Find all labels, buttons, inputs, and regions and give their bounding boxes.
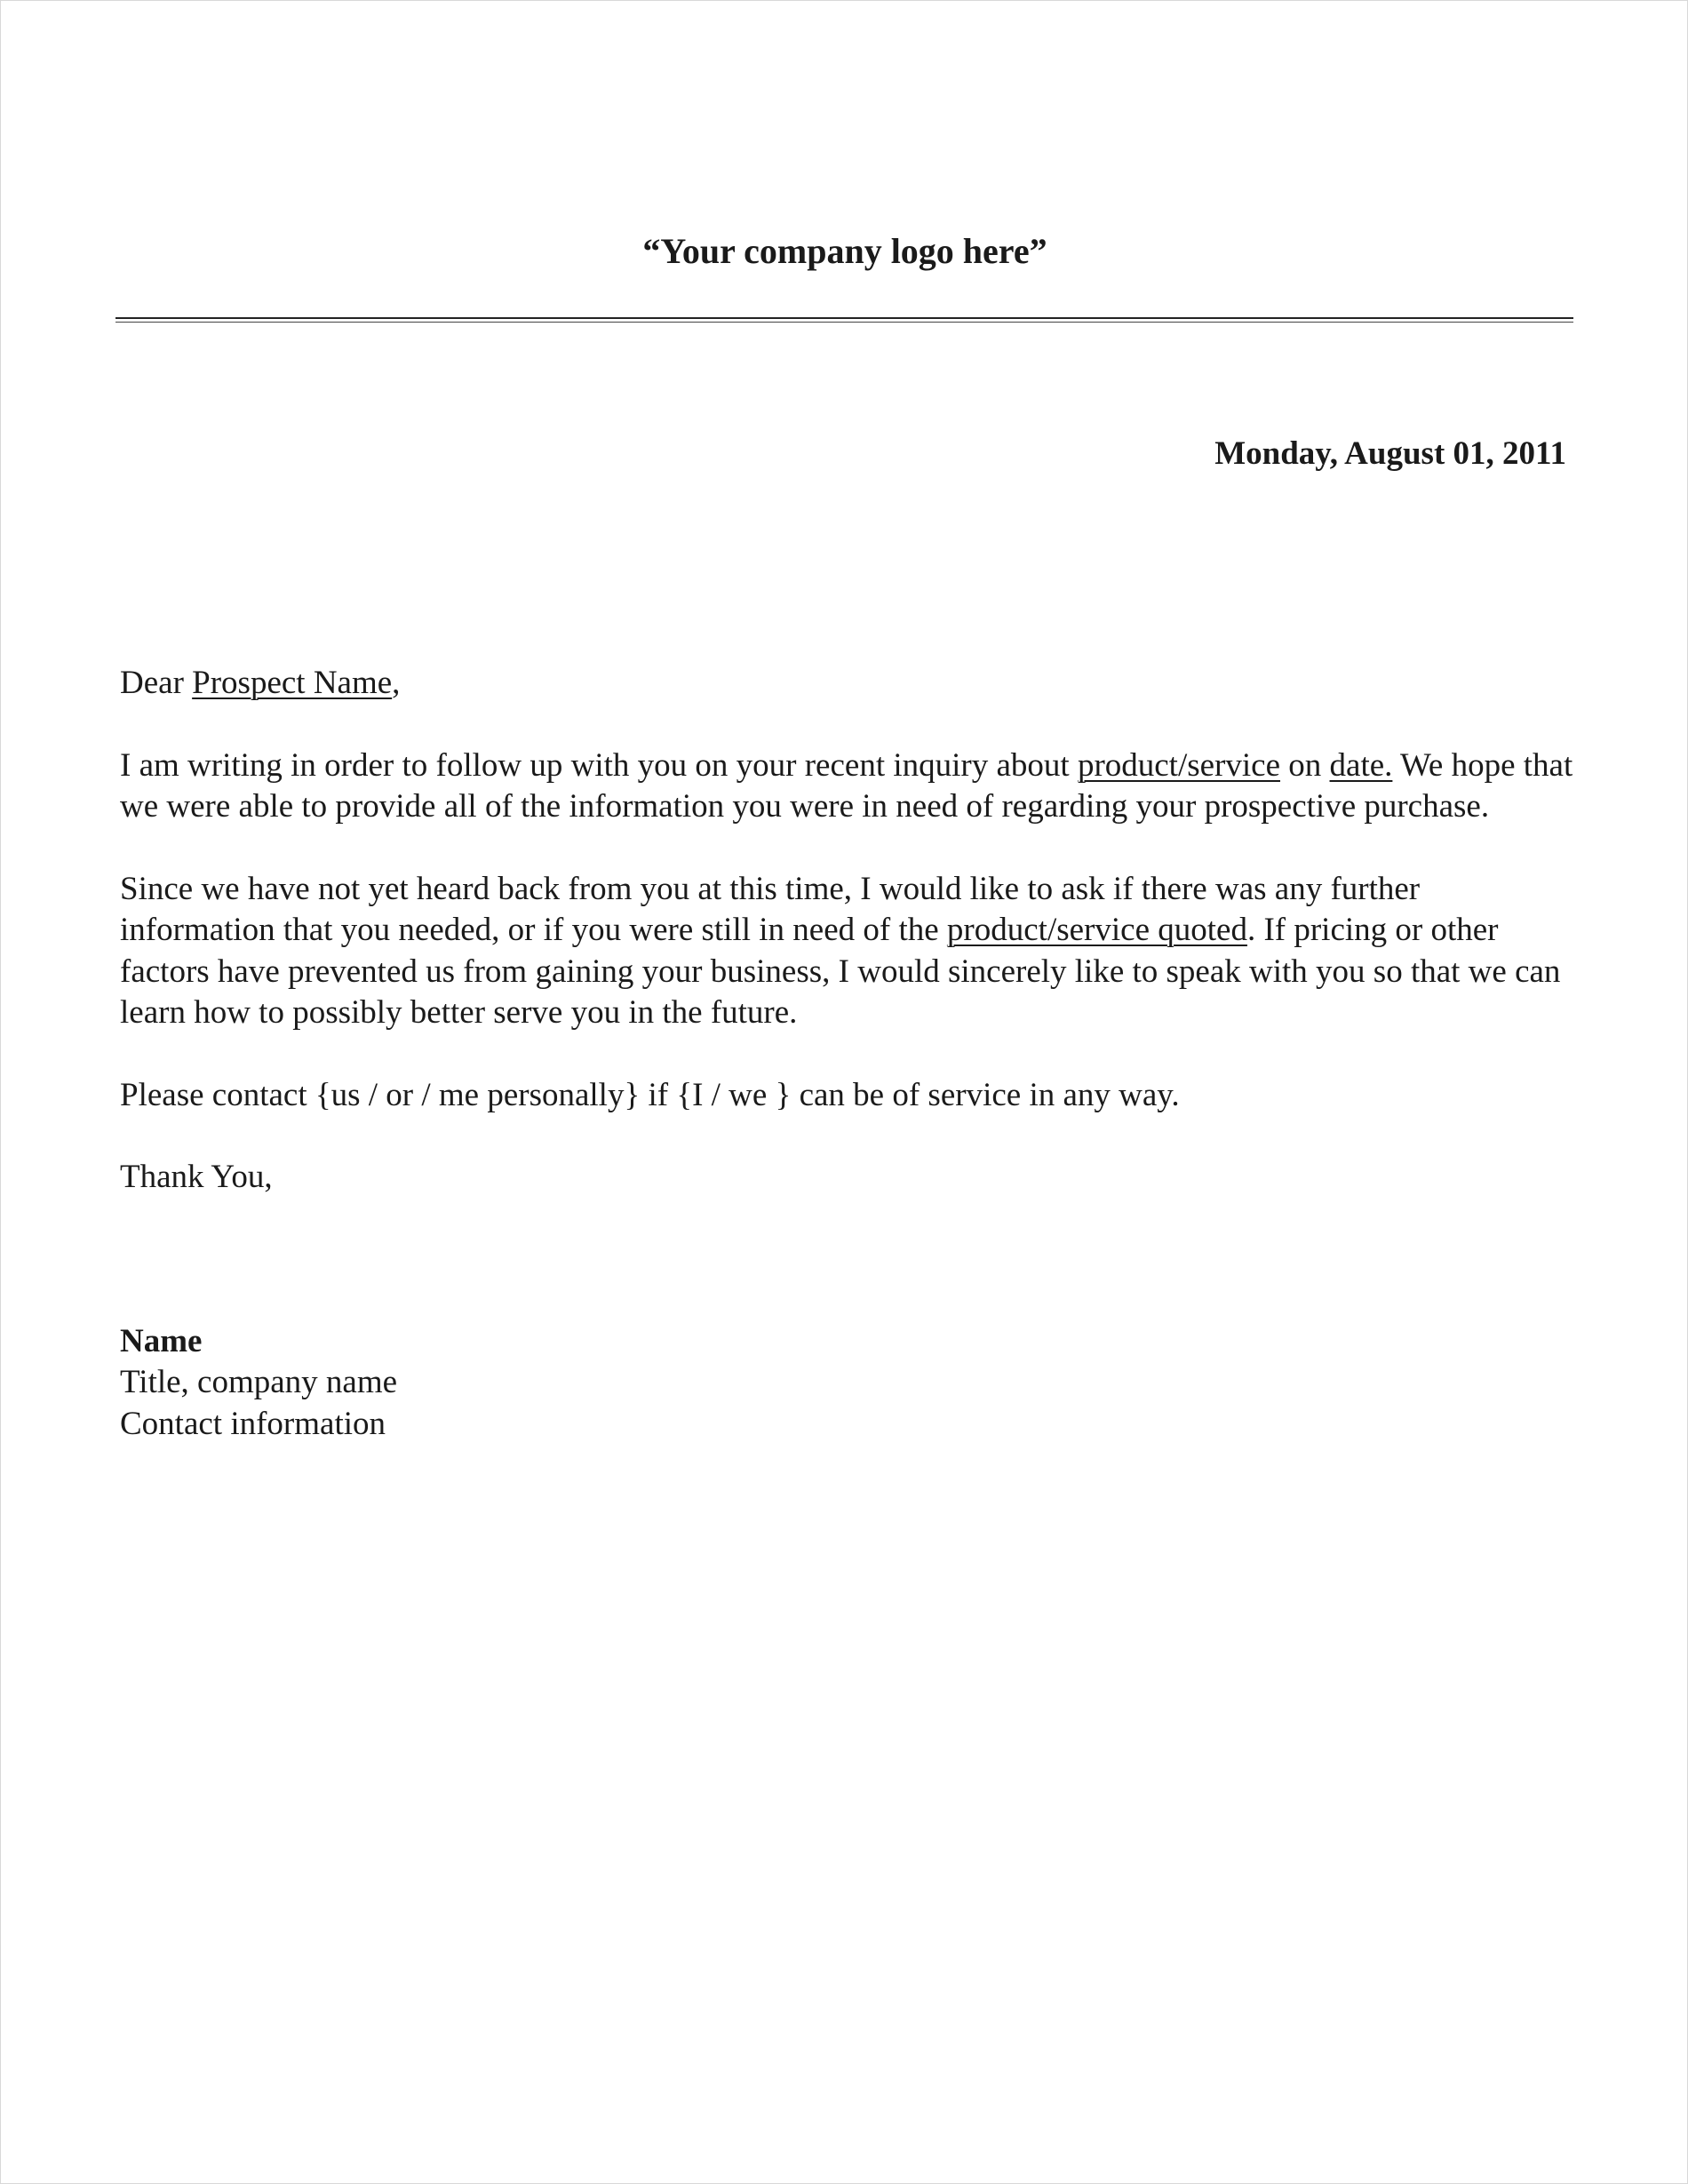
- paragraph-follow-up: [120, 745, 1577, 828]
- closing: Thank You,: [120, 1159, 273, 1195]
- paragraph1-text-c: We hope that we were able to provide all of the information you were in need of regarding your prospective purchase.: [120, 746, 1573, 825]
- letter-date: Monday, August 01, 2011: [1214, 435, 1566, 472]
- header-rule-secondary: [115, 322, 1573, 323]
- company-logo-placeholder: “Your company logo here”: [642, 231, 1047, 271]
- paragraph2-text-a: Since we have not yet heard back from you at this time, I would like to ask if there was any further information that you needed, or if you were still in need of the: [120, 870, 1421, 948]
- salutation: [120, 663, 1577, 705]
- product-service-placeholder: product/service: [1077, 746, 1281, 784]
- signature-contact: Contact information: [120, 1405, 386, 1442]
- paragraph1-text-a: I am writing in order to follow up with you on your recent inquiry about: [120, 746, 1078, 784]
- salutation-suffix: ,: [392, 665, 401, 701]
- paragraph-inquiry: [120, 869, 1577, 1034]
- paragraph2-text-b: . If pricing or other factors have prevented us from gaining your business, I would sincerely like to speak with you so that we can learn how to possibly better serve you in the future.: [120, 912, 1561, 1031]
- date-placeholder: date.: [1329, 746, 1393, 784]
- letter-body: [120, 663, 1577, 1445]
- header-rule: [115, 317, 1573, 319]
- product-service-quoted-placeholder: product/service quoted: [946, 912, 1247, 948]
- signature-block: [120, 1321, 1577, 1446]
- paragraph1-text-b: on: [1280, 746, 1330, 784]
- prospect-name: Prospect Name: [192, 665, 393, 701]
- salutation-prefix: Dear: [120, 665, 193, 701]
- signature-title: Title, company name: [120, 1364, 398, 1400]
- paragraph-contact: Please contact {us / or / me personally} if {I / we } can be of service in any way.: [120, 1076, 1180, 1113]
- signature-name: Name: [120, 1322, 203, 1359]
- signature-space: [120, 1239, 1577, 1321]
